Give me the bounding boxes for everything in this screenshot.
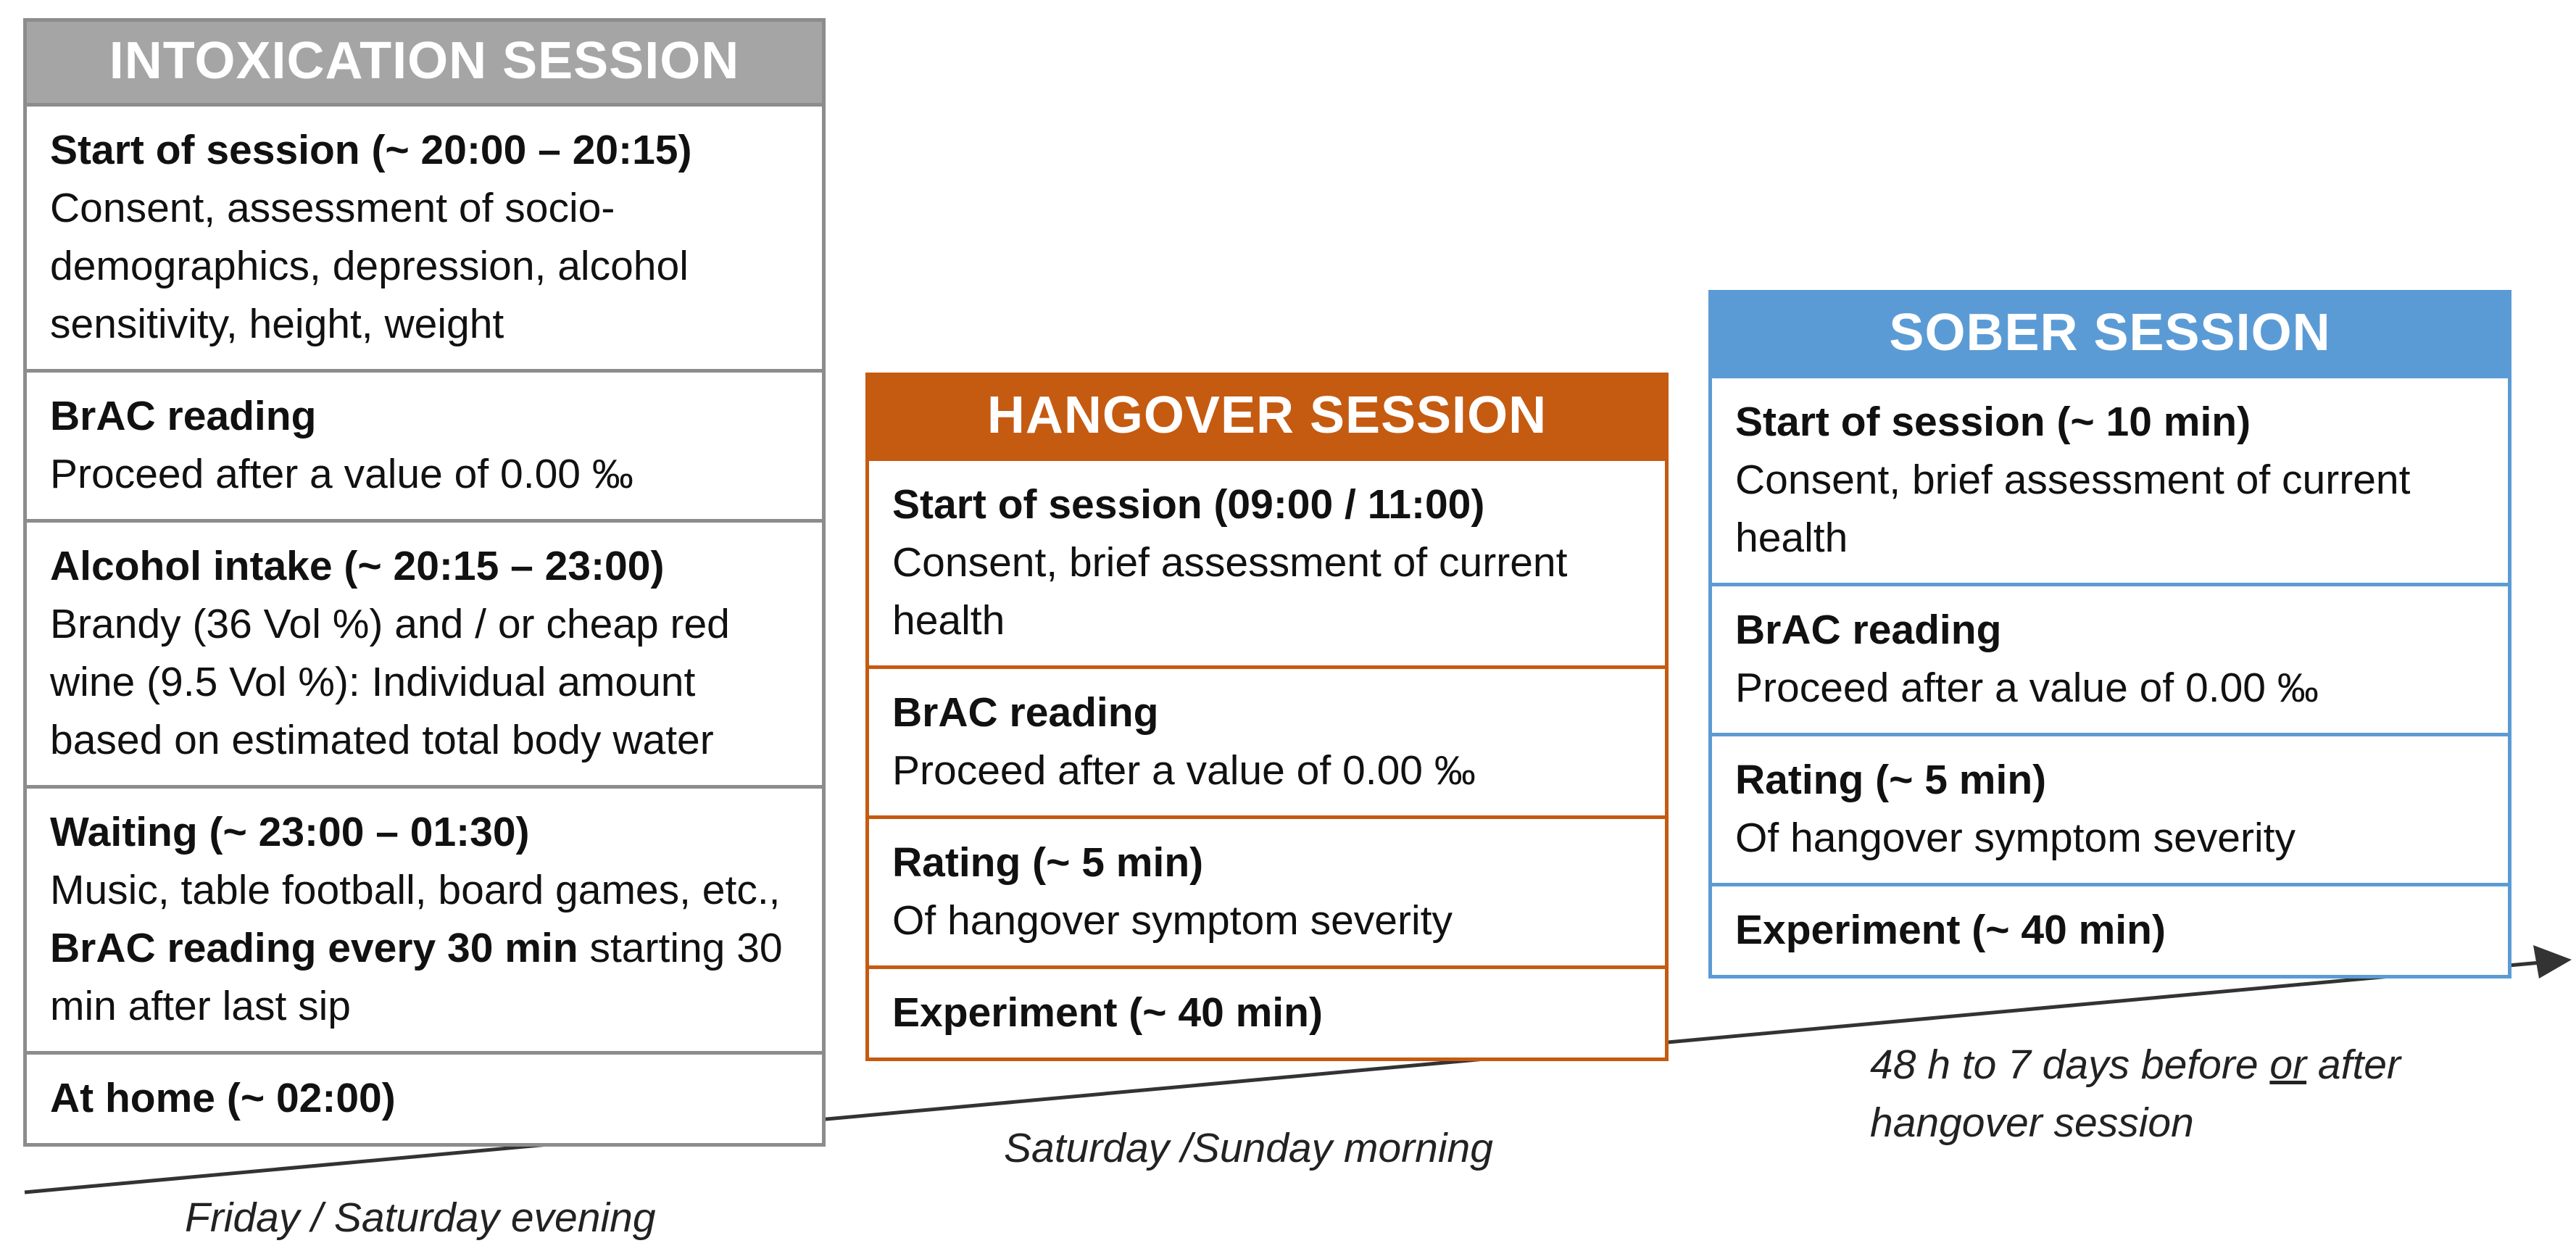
hang-row-brac (869, 665, 1665, 815)
row-desc-post: starting 30 min after last sip (50, 925, 783, 1029)
row-desc: Proceed after a value of 0.00 ‰ (1735, 665, 2319, 711)
row-desc (50, 861, 799, 1035)
sober-session-box (1708, 290, 2511, 978)
intox-row-waiting (27, 785, 822, 1051)
timeline-label-morning: Saturday /Sunday morning (1004, 1125, 1493, 1171)
row-title: Rating (~ 5 min) (1735, 757, 2047, 803)
row-title: Experiment (~ 40 min) (1735, 907, 2166, 953)
intoxication-session-header: INTOXICATION SESSION (27, 22, 822, 103)
row-title: BrAC reading (1735, 607, 2002, 653)
row-desc: Proceed after a value of 0.00 ‰ (892, 747, 1476, 794)
row-desc: Of hangover symptom severity (892, 897, 1453, 944)
intox-row-home (27, 1051, 822, 1143)
row-desc: Consent, brief assessment of current health (892, 539, 1568, 644)
row-title: Start of session (~ 20:00 – 20:15) (50, 127, 692, 173)
row-desc: Consent, assessment of socio-demographics, depression, alcohol sensitivity, height, weight (50, 185, 689, 347)
hangover-session-header: HANGOVER SESSION (869, 376, 1665, 457)
intox-row-brac (27, 369, 822, 519)
row-desc-pre: Music, table football, board games, etc., (50, 867, 781, 913)
row-title: At home (~ 02:00) (50, 1075, 396, 1121)
label-underlined: or (2269, 1042, 2307, 1088)
timeline-label-evening: Friday / Saturday evening (185, 1194, 656, 1241)
row-title: Start of session (~ 10 min) (1735, 399, 2251, 445)
row-desc: Brandy (36 Vol %) and / or cheap red wine (9.5 Vol %): Individual amount based on estimated total body water (50, 601, 730, 763)
sober-session-header: SOBER SESSION (1712, 294, 2508, 375)
sober-row-start (1712, 375, 2508, 583)
intox-row-start (27, 103, 822, 369)
sober-row-brac (1712, 583, 2508, 733)
hang-row-experiment (869, 965, 1665, 1058)
row-title: Alcohol intake (~ 20:15 – 23:00) (50, 543, 665, 589)
sober-row-rating (1712, 733, 2508, 883)
row-desc-bold: BrAC reading every 30 min (50, 925, 578, 971)
sober-row-experiment (1712, 883, 2508, 975)
intox-row-alcohol (27, 519, 822, 785)
hang-row-rating (869, 815, 1665, 965)
label-part: after (2306, 1042, 2401, 1088)
hang-row-start (869, 457, 1665, 665)
row-desc: Of hangover symptom severity (1735, 815, 2295, 861)
row-desc: Consent, brief assessment of current health (1735, 457, 2411, 561)
row-title: BrAC reading (50, 393, 317, 439)
row-title: Rating (~ 5 min) (892, 839, 1204, 886)
row-title: Waiting (~ 23:00 – 01:30) (50, 809, 530, 855)
label-line2: hangover session (1870, 1100, 2194, 1146)
row-title: BrAC reading (892, 689, 1159, 736)
row-title: Experiment (~ 40 min) (892, 989, 1323, 1036)
label-part: 48 h to 7 days before (1870, 1042, 2270, 1088)
intoxication-session-box (23, 18, 826, 1147)
timeline-label-sober-window (1870, 1036, 2401, 1152)
row-desc: Proceed after a value of 0.00 ‰ (50, 451, 633, 497)
timeline-arrowhead (2533, 945, 2572, 978)
row-title: Start of session (09:00 / 11:00) (892, 481, 1485, 528)
hangover-session-box (865, 373, 1669, 1061)
